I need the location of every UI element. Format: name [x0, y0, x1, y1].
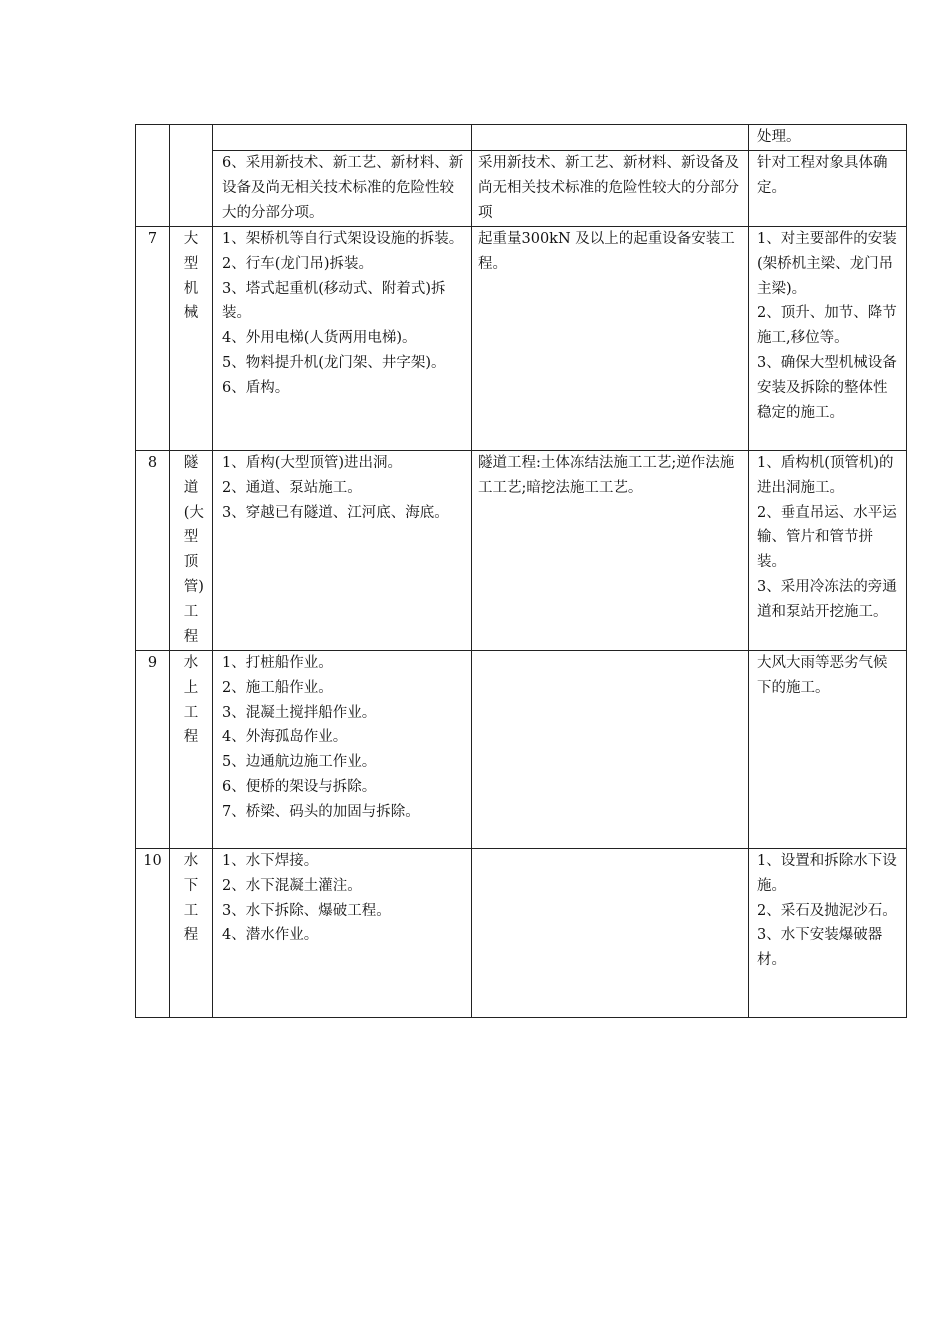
row-category — [170, 651, 213, 849]
table-row — [136, 451, 907, 651]
cell-line: 3、水下拆除、爆破工程。 — [222, 902, 391, 919]
table-body — [136, 125, 907, 1018]
cell-line: 针对工程对象具体确定。 — [757, 155, 888, 196]
cell-line: 3、穿越已有隧道、江河底、海底。 — [222, 504, 449, 521]
row-number — [136, 651, 170, 849]
standard-cell — [472, 151, 749, 227]
row-number — [136, 227, 170, 451]
row-category — [170, 125, 213, 227]
table-row — [136, 849, 907, 1018]
cell-line: 2、行车(龙门吊)拆装。 — [222, 255, 374, 272]
cell-line: 3、塔式起重机(移动式、附着式)拆装。 — [222, 280, 446, 322]
hazard-items-cell — [213, 151, 472, 227]
cell-line: 1、水下焊接。 — [222, 853, 319, 869]
cell-line: 6、便桥的架设与拆除。 — [222, 778, 377, 795]
cell-line: 7、桥梁、码头的加固与拆除。 — [222, 803, 420, 820]
cell-line: 2、采石及抛泥沙石。 — [757, 902, 897, 919]
row-category-text: 大型机械 — [183, 231, 199, 322]
hazard-items-cell — [213, 125, 472, 151]
standard-cell — [472, 651, 749, 849]
key-points-cell — [749, 651, 907, 849]
cell-line: 起重量300kN 及以上的起重设备安装工程。 — [478, 231, 735, 272]
standard-cell — [472, 849, 749, 1018]
cell-line: 6、盾构。 — [222, 379, 290, 396]
cell-line: 4、外用电梯(人货两用电梯)。 — [222, 330, 417, 347]
standard-cell — [472, 451, 749, 651]
cell-line: 3、混凝土搅拌船作业。 — [222, 704, 377, 721]
key-points-cell — [749, 227, 907, 451]
cell-line: 4、潜水作业。 — [222, 927, 319, 944]
table-row — [136, 227, 907, 451]
cell-line: 1、设置和拆除水下设施。 — [757, 853, 897, 894]
cell-line: 1、盾构(大型顶管)进出洞。 — [222, 455, 403, 471]
cell-line: 3、采用冷冻法的旁通道和泵站开挖施工。 — [757, 578, 897, 620]
key-points-cell — [749, 125, 907, 151]
hazard-items-cell — [213, 849, 472, 1018]
hazard-items-cell — [213, 651, 472, 849]
cell-line: 2、施工船作业。 — [222, 679, 333, 696]
cell-line: 隧道工程:土体冻结法施工工艺;逆作法施工工艺;暗挖法施工工艺。 — [478, 455, 735, 496]
cell-line: 2、垂直吊运、水平运输、管片和管节拼装。 — [757, 504, 897, 571]
cell-line: 处理。 — [757, 129, 801, 145]
row-category-text: 水上工程 — [183, 655, 199, 746]
cell-line: 3、水下安装爆破器材。 — [757, 927, 883, 969]
standard-cell — [472, 227, 749, 451]
cell-line: 1、架桥机等自行式架设设施的拆装。 — [222, 231, 464, 247]
cell-line: 4、外海孤岛作业。 — [222, 729, 348, 746]
table-row — [136, 125, 907, 151]
row-number-text: 10 — [143, 853, 162, 869]
row-number-text: 7 — [147, 231, 158, 247]
row-number — [136, 125, 170, 227]
row-number-text: 9 — [147, 655, 158, 671]
cell-line: 1、打桩船作业。 — [222, 655, 333, 671]
row-category — [170, 227, 213, 451]
hazard-table — [135, 124, 907, 1018]
row-category — [170, 451, 213, 651]
cell-line: 采用新技术、新工艺、新材料、新设备及尚无相关技术标准的危险性较大的分部分项 — [478, 155, 739, 221]
row-category-text: 隧道(大型顶管)工程 — [183, 455, 204, 645]
row-category — [170, 849, 213, 1018]
cell-line: 2、水下混凝土灌注。 — [222, 877, 362, 894]
standard-cell — [472, 125, 749, 151]
table-row — [136, 651, 907, 849]
table-row — [136, 151, 907, 227]
cell-line: 大风大雨等恶劣气候下的施工。 — [757, 655, 888, 696]
cell-line: 2、通道、泵站施工。 — [222, 479, 362, 496]
hazard-items-cell — [213, 227, 472, 451]
row-number — [136, 849, 170, 1018]
row-number-text: 8 — [147, 455, 158, 471]
key-points-cell — [749, 151, 907, 227]
cell-line: 2、顶升、加节、降节施工,移位等。 — [757, 305, 897, 347]
key-points-cell — [749, 849, 907, 1018]
cell-line: 1、盾构机(顶管机)的进出洞施工。 — [757, 455, 894, 496]
key-points-cell — [749, 451, 907, 651]
cell-line: 1、对主要部件的安装(架桥机主梁、龙门吊主梁)。 — [757, 231, 897, 297]
hazard-items-cell — [213, 451, 472, 651]
cell-line: 6、采用新技术、新工艺、新材料、新设备及尚无相关技术标准的危险性较大的分部分项。 — [222, 155, 464, 221]
cell-line: 3、确保大型机械设备安装及拆除的整体性稳定的施工。 — [757, 354, 897, 421]
cell-line: 5、物料提升机(龙门架、井字架)。 — [222, 354, 446, 371]
row-number — [136, 451, 170, 651]
row-category-text: 水下工程 — [183, 853, 199, 944]
cell-line: 5、边通航边施工作业。 — [222, 754, 377, 771]
